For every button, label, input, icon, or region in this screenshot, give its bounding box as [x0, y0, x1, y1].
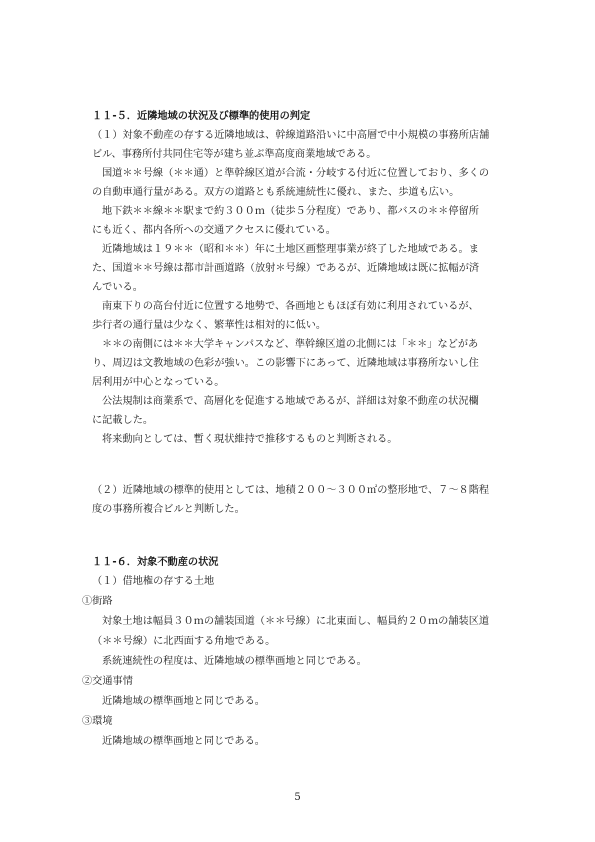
paragraph-line: 近隣地域の標準画地と同じである。 [102, 696, 265, 707]
paragraph-line: んでいる。 [92, 282, 143, 293]
paragraph-line: 地下鉄＊＊線＊＊駅まで約３００ｍ（徒歩５分程度）であり、都バスの＊＊停留所 [102, 206, 479, 217]
section-heading-11-6: １１-６．対象不動産の状況 [92, 557, 219, 568]
standard-use-line: 度の事務所複合ビルと判断した。 [92, 504, 245, 515]
subsection-title: （１）借地権の存する土地 [92, 576, 215, 587]
paragraph-line: ビル、事務所付共同住宅等が建ち並ぶ準高度商業地域である。 [92, 149, 377, 160]
item-title: ①街路 [82, 596, 113, 607]
section-heading-11-5: １１-５．近隣地域の状況及び標準的使用の判定 [92, 111, 311, 122]
paragraph-line: た、国道＊＊号線は都市計画道路（放射＊号線）であるが、近隣地域は既に拡幅が済 [92, 263, 480, 274]
paragraph-line: （１）対象不動産の存する近隣地域は、幹線道路沿いに中高層で中小規模の事務所店舗 [92, 130, 490, 141]
paragraph-line: 居利用が中心となっている。 [92, 377, 225, 388]
paragraph-line: にも近く、都内各所への交通アクセスに優れている。 [92, 225, 336, 236]
paragraph-line: 南東下りの高台付近に位置する地勢で、各画地ともほぼ有効に利用されているが、 [102, 301, 479, 312]
paragraph-line: ＊＊の南側には＊＊大学キャンパスなど、準幹線区道の北側には「＊＊」などがあ [102, 339, 479, 350]
paragraph-line: 対象土地は幅員３０ｍの舗装国道（＊＊号線）に北東面し、幅員約２０ｍの舗装区道 [102, 616, 490, 627]
paragraph-line: 国道＊＊号線（＊＊通）と準幹線区道が合流・分岐する付近に位置しており、多くの [102, 168, 490, 179]
paragraph-line: 将来動向としては、暫く現状維持で推移するものと判断される。 [102, 434, 398, 445]
item-title: ③環境 [82, 716, 113, 727]
item-title: ②交通事情 [82, 676, 133, 687]
paragraph-line: 近隣地域の標準画地と同じである。 [102, 736, 265, 747]
paragraph-line: （＊＊号線）に北西面する角地である。 [92, 636, 276, 647]
paragraph-line: の自動車通行量がある。双方の道路とも系統連続性に優れ、また、歩道も広い。 [92, 187, 460, 198]
paragraph-line: 公法規制は商業系で、高層化を促進する地域であるが、詳細は対象不動産の状況欄 [102, 396, 479, 407]
paragraph-line: 歩行者の通行量は少なく、繁華性は相対的に低い。 [92, 320, 327, 331]
paragraph-line: 近隣地域は１９＊＊（昭和＊＊）年に土地区画整理事業が終了した地域である。ま [102, 244, 479, 255]
page-number: 5 [294, 792, 301, 803]
paragraph-line: 系統連続性の程度は、近隣地域の標準画地と同じである。 [102, 656, 367, 667]
standard-use-line: （２）近隣地域の標準的使用としては、地積２００～３００㎡の整形地で、７～８階程 [92, 485, 490, 496]
paragraph-line: り、周辺は文教地域の色彩が強い。この影響下にあって、近隣地域は事務所ないし住 [92, 358, 479, 369]
paragraph-line: に記載した。 [92, 415, 154, 426]
